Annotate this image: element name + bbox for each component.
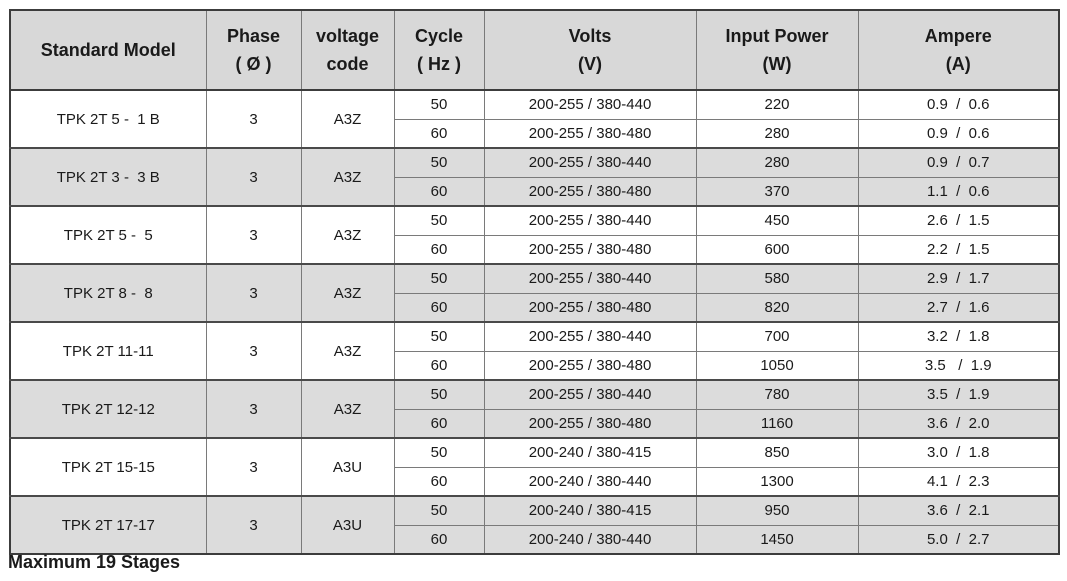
model-group — [10, 264, 1059, 322]
model-group — [10, 148, 1059, 206]
input-power-cell: 1450 — [696, 525, 858, 554]
input-power-cell: 220 — [696, 90, 858, 119]
volts-cell: 200-255 / 380-440 — [484, 148, 696, 177]
ampere-cell: 3.5 / 1.9 — [858, 380, 1059, 409]
model-group — [10, 380, 1059, 438]
input-power-cell: 450 — [696, 206, 858, 235]
voltage-code-cell: A3Z — [301, 90, 394, 148]
volts-cell: 200-255 / 380-480 — [484, 409, 696, 438]
model-group — [10, 322, 1059, 380]
model-group — [10, 438, 1059, 496]
ampere-cell: 3.6 / 2.0 — [858, 409, 1059, 438]
ampere-cell: 2.6 / 1.5 — [858, 206, 1059, 235]
cycle-cell: 60 — [394, 525, 484, 554]
input-power-cell: 700 — [696, 322, 858, 351]
volts-cell: 200-255 / 380-480 — [484, 351, 696, 380]
voltage-code-cell: A3Z — [301, 264, 394, 322]
model-group — [10, 496, 1059, 554]
table-row — [10, 148, 1059, 177]
ampere-cell: 3.0 / 1.8 — [858, 438, 1059, 467]
header-ampere: Ampere (A) — [858, 10, 1059, 90]
volts-cell: 200-255 / 380-440 — [484, 90, 696, 119]
ampere-cell: 1.1 / 0.6 — [858, 177, 1059, 206]
header-volts: Volts (V) — [484, 10, 696, 90]
volts-cell: 200-255 / 380-480 — [484, 235, 696, 264]
phase-cell: 3 — [206, 322, 301, 380]
ampere-cell: 0.9 / 0.7 — [858, 148, 1059, 177]
volts-cell: 200-240 / 380-415 — [484, 496, 696, 525]
ampere-cell: 2.9 / 1.7 — [858, 264, 1059, 293]
input-power-cell: 370 — [696, 177, 858, 206]
table-header — [10, 10, 1059, 90]
model-group — [10, 90, 1059, 148]
ampere-cell: 4.1 / 2.3 — [858, 467, 1059, 496]
cycle-cell: 50 — [394, 264, 484, 293]
input-power-cell: 1300 — [696, 467, 858, 496]
volts-cell: 200-240 / 380-440 — [484, 467, 696, 496]
ampere-cell: 3.6 / 2.1 — [858, 496, 1059, 525]
volts-cell: 200-255 / 380-440 — [484, 264, 696, 293]
cycle-cell: 60 — [394, 293, 484, 322]
volts-cell: 200-240 / 380-440 — [484, 525, 696, 554]
ampere-cell: 0.9 / 0.6 — [858, 90, 1059, 119]
phase-cell: 3 — [206, 206, 301, 264]
cycle-cell: 50 — [394, 90, 484, 119]
table-row — [10, 438, 1059, 467]
model-cell: TPK 2T 15-15 — [10, 438, 206, 496]
cycle-cell: 50 — [394, 322, 484, 351]
input-power-cell: 950 — [696, 496, 858, 525]
ampere-cell: 5.0 / 2.7 — [858, 525, 1059, 554]
model-cell: TPK 2T 5 - 1 B — [10, 90, 206, 148]
model-cell: TPK 2T 12-12 — [10, 380, 206, 438]
cycle-cell: 50 — [394, 148, 484, 177]
model-cell: TPK 2T 3 - 3 B — [10, 148, 206, 206]
volts-cell: 200-255 / 380-440 — [484, 322, 696, 351]
input-power-cell: 850 — [696, 438, 858, 467]
ampere-cell: 3.2 / 1.8 — [858, 322, 1059, 351]
phase-cell: 3 — [206, 90, 301, 148]
table-row — [10, 264, 1059, 293]
input-power-cell: 1160 — [696, 409, 858, 438]
volts-cell: 200-240 / 380-415 — [484, 438, 696, 467]
header-voltage-code: voltage code — [301, 10, 394, 90]
voltage-code-cell: A3U — [301, 496, 394, 554]
ampere-cell: 0.9 / 0.6 — [858, 119, 1059, 148]
phase-cell: 3 — [206, 380, 301, 438]
phase-cell: 3 — [206, 264, 301, 322]
model-cell: TPK 2T 11-11 — [10, 322, 206, 380]
table-row — [10, 322, 1059, 351]
footer-note: Maximum 19 Stages — [8, 552, 181, 572]
phase-cell: 3 — [206, 148, 301, 206]
ampere-cell: 2.2 / 1.5 — [858, 235, 1059, 264]
voltage-code-cell: A3U — [301, 438, 394, 496]
model-cell: TPK 2T 8 - 8 — [10, 264, 206, 322]
ampere-cell: 2.7 / 1.6 — [858, 293, 1059, 322]
table-row — [10, 206, 1059, 235]
phase-cell: 3 — [206, 438, 301, 496]
table-row — [10, 90, 1059, 119]
cycle-cell: 50 — [394, 380, 484, 409]
ampere-cell: 3.5 / 1.9 — [858, 351, 1059, 380]
model-group — [10, 206, 1059, 264]
voltage-code-cell: A3Z — [301, 148, 394, 206]
spec-table — [9, 9, 1060, 555]
cycle-cell: 60 — [394, 409, 484, 438]
input-power-cell: 1050 — [696, 351, 858, 380]
input-power-cell: 780 — [696, 380, 858, 409]
volts-cell: 200-255 / 380-480 — [484, 119, 696, 148]
cycle-cell: 50 — [394, 496, 484, 525]
model-cell: TPK 2T 17-17 — [10, 496, 206, 554]
header-cycle: Cycle ( Hz ) — [394, 10, 484, 90]
volts-cell: 200-255 / 380-480 — [484, 177, 696, 206]
cycle-cell: 60 — [394, 119, 484, 148]
header-input-power: Input Power (W) — [696, 10, 858, 90]
table-row — [10, 496, 1059, 525]
cycle-cell: 60 — [394, 467, 484, 496]
cycle-cell: 50 — [394, 438, 484, 467]
header-standard-model: Standard Model — [10, 10, 206, 90]
header-phase: Phase ( Ø ) — [206, 10, 301, 90]
cycle-cell: 60 — [394, 351, 484, 380]
table-row — [10, 380, 1059, 409]
input-power-cell: 820 — [696, 293, 858, 322]
input-power-cell: 580 — [696, 264, 858, 293]
model-cell: TPK 2T 5 - 5 — [10, 206, 206, 264]
phase-cell: 3 — [206, 496, 301, 554]
input-power-cell: 280 — [696, 148, 858, 177]
volts-cell: 200-255 / 380-440 — [484, 380, 696, 409]
volts-cell: 200-255 / 380-440 — [484, 206, 696, 235]
voltage-code-cell: A3Z — [301, 322, 394, 380]
voltage-code-cell: A3Z — [301, 380, 394, 438]
cycle-cell: 60 — [394, 177, 484, 206]
input-power-cell: 280 — [696, 119, 858, 148]
spec-table-container — [9, 9, 1058, 555]
cycle-cell: 50 — [394, 206, 484, 235]
input-power-cell: 600 — [696, 235, 858, 264]
cycle-cell: 60 — [394, 235, 484, 264]
voltage-code-cell: A3Z — [301, 206, 394, 264]
volts-cell: 200-255 / 380-480 — [484, 293, 696, 322]
header-row — [10, 10, 1059, 90]
